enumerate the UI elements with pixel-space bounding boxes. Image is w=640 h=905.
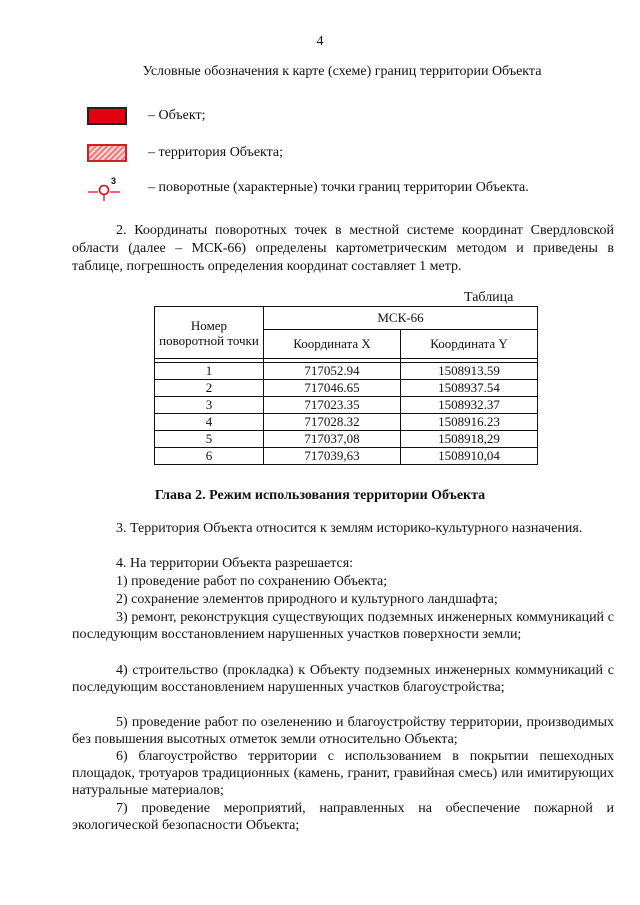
list-item: 1) проведение работ по сохранению Объекта; [116,574,388,589]
list-item: 7) проведение мероприятий, направленных на обеспечение пожарной и экологической безопасности Объекта; [72,801,614,833]
table-row: 3 717023.35 1508932.37 [155,397,538,414]
list-item: 2) сохранение элементов природного и культурного ландшафта; [116,592,498,607]
table-row: 6 717039,63 1508910,04 [155,448,538,465]
territory-hatched-rect-icon [87,144,127,162]
turning-point-marker-label: 3 [111,176,117,186]
body-paragraph: 3. Территория Объекта относится к землям историко-культурного назначения. [116,521,583,536]
legend-title: Условные обозначения к карте (схеме) границ территории Объекта [142,64,542,79]
legend-item-turning-point [84,176,529,200]
table-row: 5 717037,08 1508918,29 [155,431,538,448]
paragraph-coordinates: 2. Координаты поворотных точек в местной системе координат Свердловской области (далее – МСК-66) определены картометрическим методом и приведены в таблице, погрешность определения координат составляет 1 метр. [72,223,614,274]
list-item: 4) строительство (прокладка) к Объекту подземных инженерных коммуникаций с последующим восстановлением нарушенных участков благоустройства; [72,663,614,695]
table-row: 4 717028.32 1508916.23 [155,414,538,431]
legend-item-label: – поворотные (характерные) точки границ территории Объекта. [148,180,529,195]
legend-item-label: – Объект; [148,108,206,123]
list-item: 6) благоустройство территории с использованием в покрытии пешеходных площадок, тротуаров традиционных (камень, гранит, гравийная смесь) или имитирующих натуральные материалов; [72,749,614,798]
chapter-title: Глава 2. Режим использования территории Объекта [154,488,486,503]
object-red-rect-icon [87,107,127,125]
header-coordinate-system: МСК-66 [264,307,538,330]
header-point-number: Номер поворотной точки [155,307,264,359]
table-caption: Таблица [464,290,514,305]
page-number: 4 [316,34,324,49]
header-y: Координата Y [401,330,538,359]
turning-point-marker-icon [84,175,128,201]
list-item: 3) ремонт, реконструкция существующих подземных инженерных коммуникаций с последующим восстановлением нарушенных участков поверхности земли; [72,610,614,642]
legend-item-territory [84,141,283,165]
header-x: Координата X [264,330,401,359]
body-paragraph: 4. На территории Объекта разрешается: [116,556,354,571]
coordinates-table [154,306,538,465]
table-row: 2 717046.65 1508937.54 [155,380,538,397]
legend-item-object [84,104,205,128]
list-item: 5) проведение работ по озеленению и благоустройству территории, производимых без повышения высотных отметок земли относительно Объекта; [72,715,614,747]
table-row: 1 717052.94 1508913.59 [155,363,538,380]
legend-item-label: – территория Объекта; [148,145,284,160]
